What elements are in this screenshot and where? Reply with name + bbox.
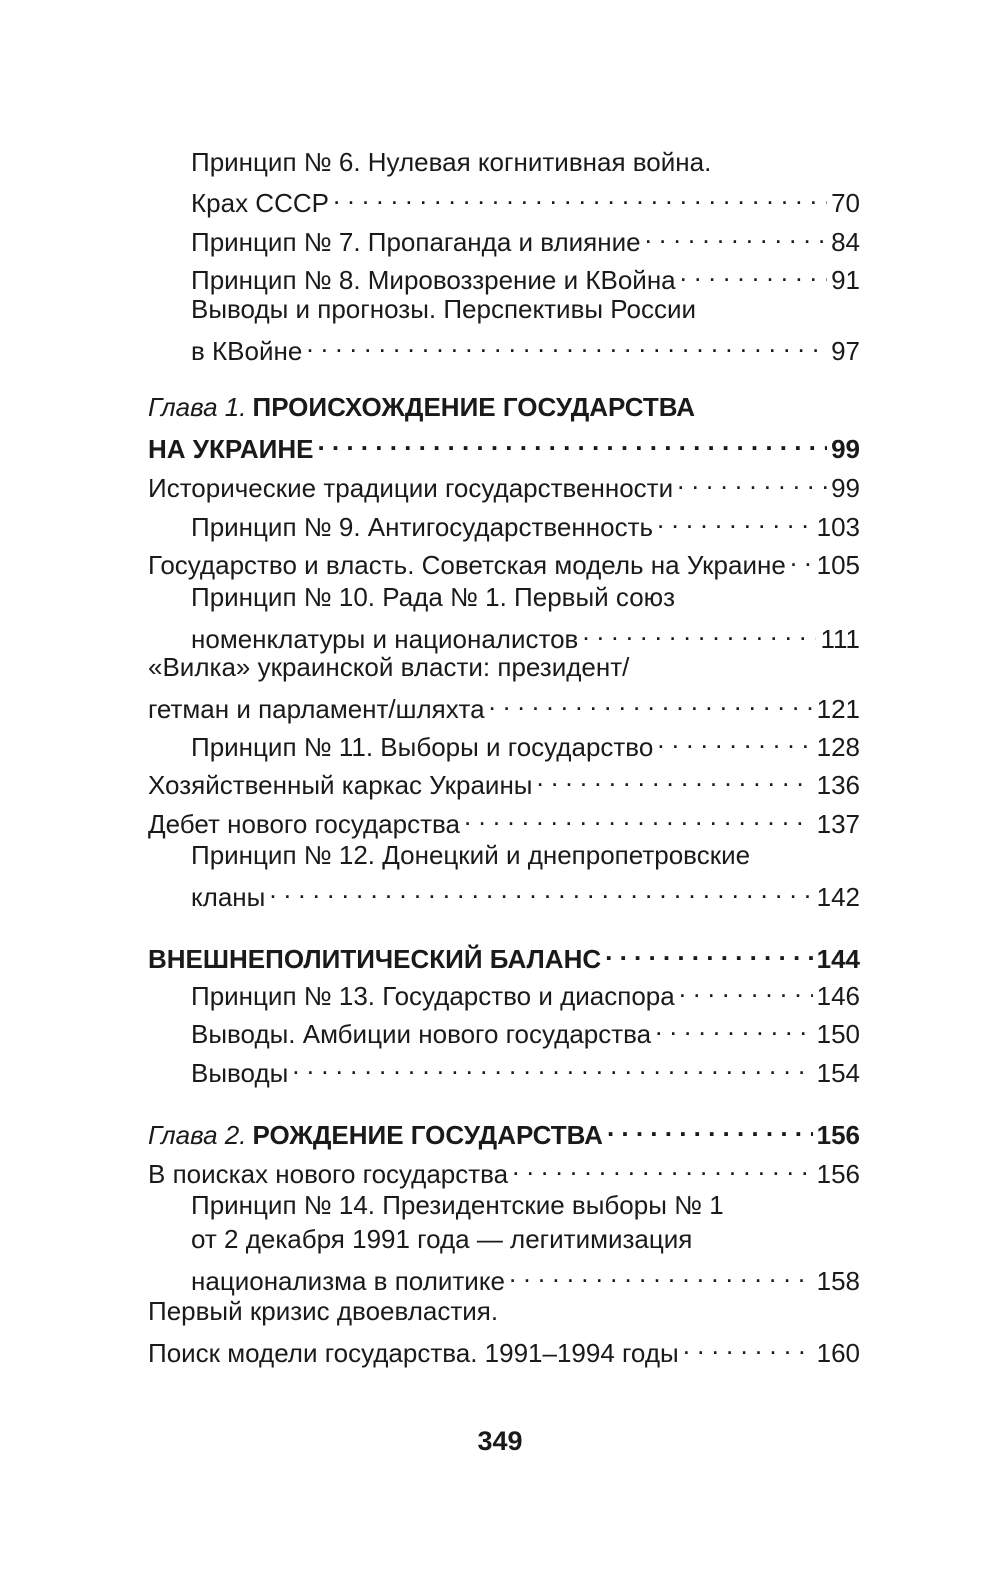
toc-entry-text: Крах СССР (191, 188, 329, 218)
page-number: 146 (816, 981, 860, 1011)
toc-entry-conclusions-2[interactable] (191, 1048, 860, 1090)
toc-entry-principle-10-line1 (191, 580, 860, 614)
toc-entry-text: гетман и парламент/шляхта (148, 694, 485, 724)
dot-leader (464, 799, 813, 833)
chapter-title: РОЖДЕНИЕ ГОСУДАРСТВА (252, 1120, 603, 1150)
dot-leader (677, 463, 827, 497)
toc-entry-text: Дебет нового государства (148, 809, 460, 839)
dot-leader (292, 1048, 812, 1082)
chapter-title: ПРОИСХОЖДЕНИЕ ГОСУДАРСТВА (252, 392, 695, 422)
toc-entry-text: национализма в политике (191, 1266, 505, 1296)
page-number: 142 (816, 882, 860, 912)
toc-entry-text: В поисках нового государства (148, 1159, 509, 1189)
toc-entry-text: в КВойне (191, 336, 303, 366)
toc-entry-text: Исторические традиции государственности (148, 473, 674, 503)
page-number: 144 (816, 944, 860, 974)
page-number: 160 (816, 1338, 860, 1368)
dot-leader (489, 684, 813, 718)
toc-entry-text: Принцип № 14. Президентские выборы № 1 (191, 1190, 724, 1220)
page-number: 128 (816, 732, 860, 762)
chapter-title: НА УКРАИНЕ (148, 434, 314, 464)
toc-entry-principle-14-line2 (191, 1222, 860, 1256)
toc-entry-fork-line1 (148, 650, 860, 684)
toc-entry-text: Выводы (191, 1058, 289, 1088)
toc-entry-crisis[interactable] (148, 1328, 860, 1370)
toc-entry-conclusions-line1 (191, 292, 860, 326)
toc-entry-principle-8[interactable] (191, 255, 860, 297)
toc-entry-text: Принцип № 11. Выборы и государство (191, 732, 654, 762)
toc-entry-crisis-line1 (148, 1294, 860, 1328)
page-number: 137 (816, 809, 860, 839)
toc-entry-historical[interactable] (148, 463, 860, 505)
toc-entry-text: Первый кризис двоевластия. (148, 1296, 499, 1326)
toc-entry-text: Принцип № 12. Донецкий и днепропетровские (191, 840, 751, 870)
page-number: 91 (831, 265, 860, 295)
dot-leader (657, 502, 813, 536)
toc-entry-text: Поиск модели государства. 1991–1994 годы (148, 1338, 679, 1368)
toc-entry-principle-7[interactable] (191, 217, 860, 259)
toc-entry-text: Хозяйственный каркас Украины (148, 770, 533, 800)
toc-entry-text: от 2 декабря 1991 года — легитимизация (191, 1224, 693, 1254)
toc-entry-text: номенклатуры и националистов (191, 624, 579, 654)
dot-leader (790, 540, 813, 574)
page-number: 150 (816, 1019, 860, 1049)
toc-entry-principle-11[interactable] (191, 722, 860, 764)
toc-entry-state-power[interactable] (148, 540, 860, 582)
toc-entry-text: Выводы и прогнозы. Перспективы России (191, 294, 697, 324)
page-number: 99 (831, 473, 860, 503)
page-number: 136 (816, 770, 860, 800)
toc-entry-economy[interactable] (148, 760, 860, 802)
chapter-label: Глава 1. (148, 392, 247, 422)
dot-leader (679, 971, 813, 1005)
page-number: 158 (816, 1266, 860, 1296)
dot-leader (306, 326, 827, 360)
toc-entry-text: «Вилка» украинской власти: президент/ (148, 652, 630, 682)
dot-leader (537, 760, 813, 794)
dot-leader (582, 614, 816, 648)
toc-entry-text: Принцип № 7. Пропаганда и влияние (191, 227, 641, 257)
toc-entry-principle-12[interactable] (191, 872, 860, 914)
page-folio-number: 349 (477, 1426, 523, 1456)
dot-leader (645, 217, 827, 251)
toc-entry-text: Выводы. Амбиции нового государства (191, 1019, 652, 1049)
page-number: 156 (816, 1159, 860, 1189)
section-title: ВНЕШНЕПОЛИТИЧЕСКИЙ БАЛАНС (148, 944, 602, 974)
toc-entry-fork[interactable] (148, 684, 860, 726)
chapter-label: Глава 2. (148, 1120, 247, 1150)
toc-chapter-2[interactable] (148, 1110, 860, 1152)
page-number: 105 (816, 550, 860, 580)
toc-entry-text: Принцип № 8. Мировоззрение и КВойна (191, 265, 676, 295)
page-number: 154 (816, 1058, 860, 1088)
dot-leader (655, 1009, 812, 1043)
toc-chapter-1[interactable] (148, 424, 860, 466)
dot-leader (317, 424, 827, 458)
toc-entry-ambitions[interactable] (191, 1009, 860, 1051)
dot-leader (269, 872, 812, 906)
toc-entry-principle-9[interactable] (191, 502, 860, 544)
toc-entry-principle-6-line1 (191, 145, 860, 179)
table-of-contents (148, 0, 860, 1571)
dot-leader (680, 255, 827, 289)
dot-leader (333, 178, 827, 212)
dot-leader (512, 1149, 812, 1183)
toc-entry-principle-12-line1 (191, 838, 860, 872)
toc-section-foreign-policy[interactable] (148, 934, 860, 976)
toc-entry-principle-13[interactable] (191, 971, 860, 1013)
toc-entry-principle-14-line1 (191, 1188, 860, 1222)
page-number: 121 (816, 694, 860, 724)
toc-entry-text: кланы (191, 882, 266, 912)
toc-entry-text: Принцип № 10. Рада № 1. Первый союз (191, 582, 676, 612)
dot-leader (657, 722, 812, 756)
toc-entry-text: Принцип № 9. Антигосударственность (191, 512, 654, 542)
page-number: 97 (831, 336, 860, 366)
toc-entry-text: Принцип № 6. Нулевая когнитивная война. (191, 147, 712, 177)
toc-entry-debit[interactable] (148, 799, 860, 841)
dot-leader (605, 934, 812, 968)
toc-entry-text: Принцип № 13. Государство и диаспора (191, 981, 675, 1011)
dot-leader (683, 1328, 813, 1362)
toc-entry-principle-6[interactable] (191, 178, 860, 220)
page-number: 156 (816, 1120, 860, 1150)
dot-leader (607, 1110, 813, 1144)
toc-entry-conclusions[interactable] (191, 326, 860, 368)
page-number: 111 (820, 624, 860, 654)
toc-entry-search[interactable] (148, 1149, 860, 1191)
page-number: 103 (816, 512, 860, 542)
page-number: 70 (831, 188, 860, 218)
dot-leader (509, 1256, 813, 1290)
page-number: 99 (831, 434, 860, 464)
page-number: 84 (831, 227, 860, 257)
toc-chapter-1-line1 (148, 390, 860, 424)
toc-entry-principle-14[interactable] (191, 1256, 860, 1298)
toc-entry-text: Государство и власть. Советская модель на Украине (148, 550, 786, 580)
